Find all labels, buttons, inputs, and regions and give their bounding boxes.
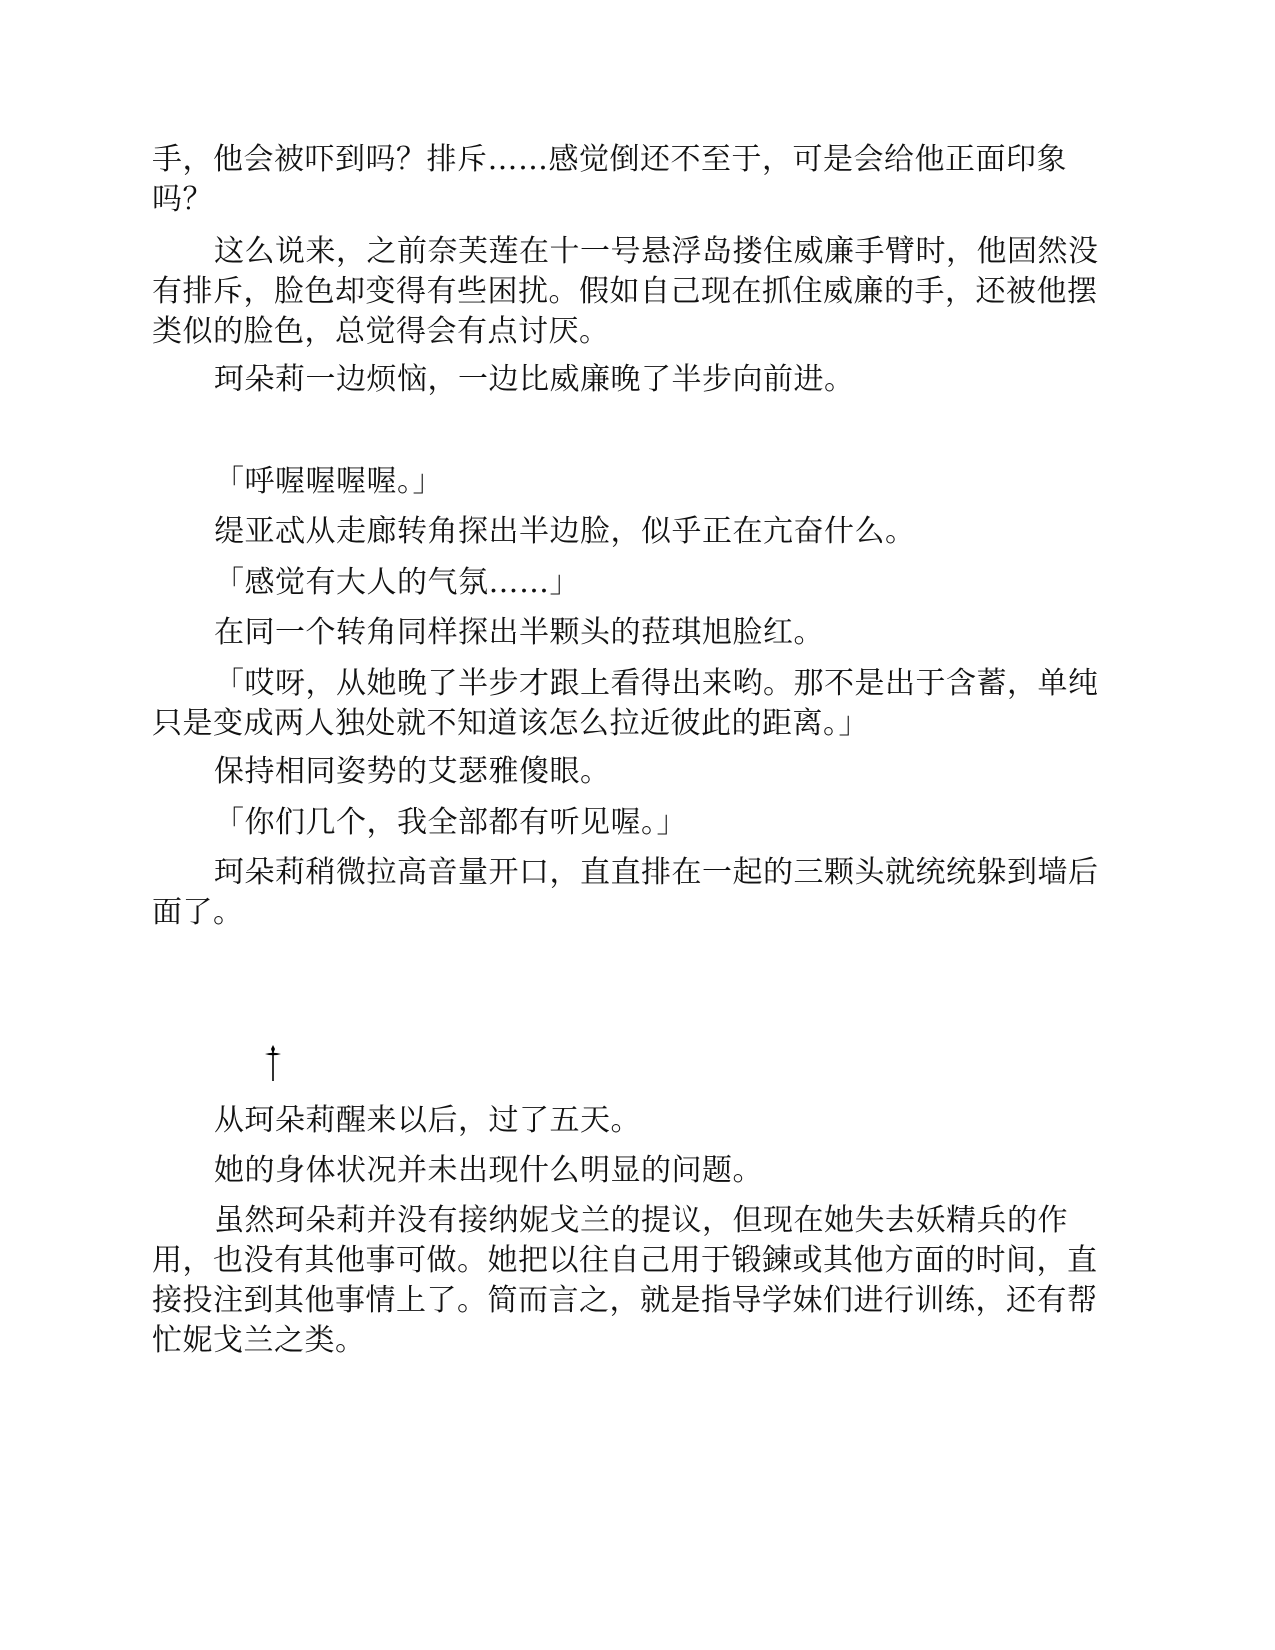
- paragraph-13: 她的身体状况并未出现什么明显的问题。: [214, 1153, 763, 1188]
- paragraph-10: 「你们几个，我全部都有听见喔。」: [214, 805, 687, 840]
- paragraph-7: 在同一个转角同样探出半颗头的菈琪旭脸红。: [214, 615, 824, 650]
- paragraph-12: 从珂朵莉醒来以后，过了五天。: [214, 1103, 641, 1138]
- paragraph-4: 「呼喔喔喔喔。」: [214, 464, 443, 499]
- paragraph-9: 保持相同姿势的艾瑟雅傻眼。: [214, 754, 611, 789]
- dagger-icon: [258, 1043, 288, 1083]
- paragraph-14: 虽然珂朵莉并没有接纳妮戈兰的提议，但现在她失去妖精兵的作用，也没有其他事可做。她把以往自己用于锻鍊或其他方面的时间，直接投注到其他事情上了。简而言之，就是指导学妹们进行训练，还有帮忙妮戈兰之类。: [152, 1203, 1098, 1358]
- paragraph-6: 「感觉有大人的气氛……」: [214, 565, 580, 600]
- paragraph-3: 珂朵莉一边烦恼，一边比威廉晚了半步向前进。: [214, 362, 855, 397]
- paragraph-1: 手，他会被吓到吗？排斥……感觉倒还不至于，可是会给他正面印象吗？: [152, 142, 1067, 217]
- paragraph-2: 这么说来，之前奈芙莲在十一号悬浮岛搂住威廉手臂时，他固然没有排斥，脸色却变得有些困扰。假如自己现在抓住威廉的手，还被他摆类似的脸色，总觉得会有点讨厌。: [152, 234, 1099, 349]
- paragraph-11: 珂朵莉稍微拉高音量开口，直直排在一起的三颗头就统统躲到墙后面了。: [152, 855, 1099, 930]
- paragraph-8: 「哎呀，从她晚了半步才跟上看得出来哟。那不是出于含蓄，单纯只是变成两人独处就不知道该怎么拉近彼此的距离。」: [152, 666, 1099, 741]
- section-divider: [258, 1043, 288, 1083]
- paragraph-5: 缇亚忒从走廊转角探出半边脸，似乎正在亢奋什么。: [214, 514, 916, 549]
